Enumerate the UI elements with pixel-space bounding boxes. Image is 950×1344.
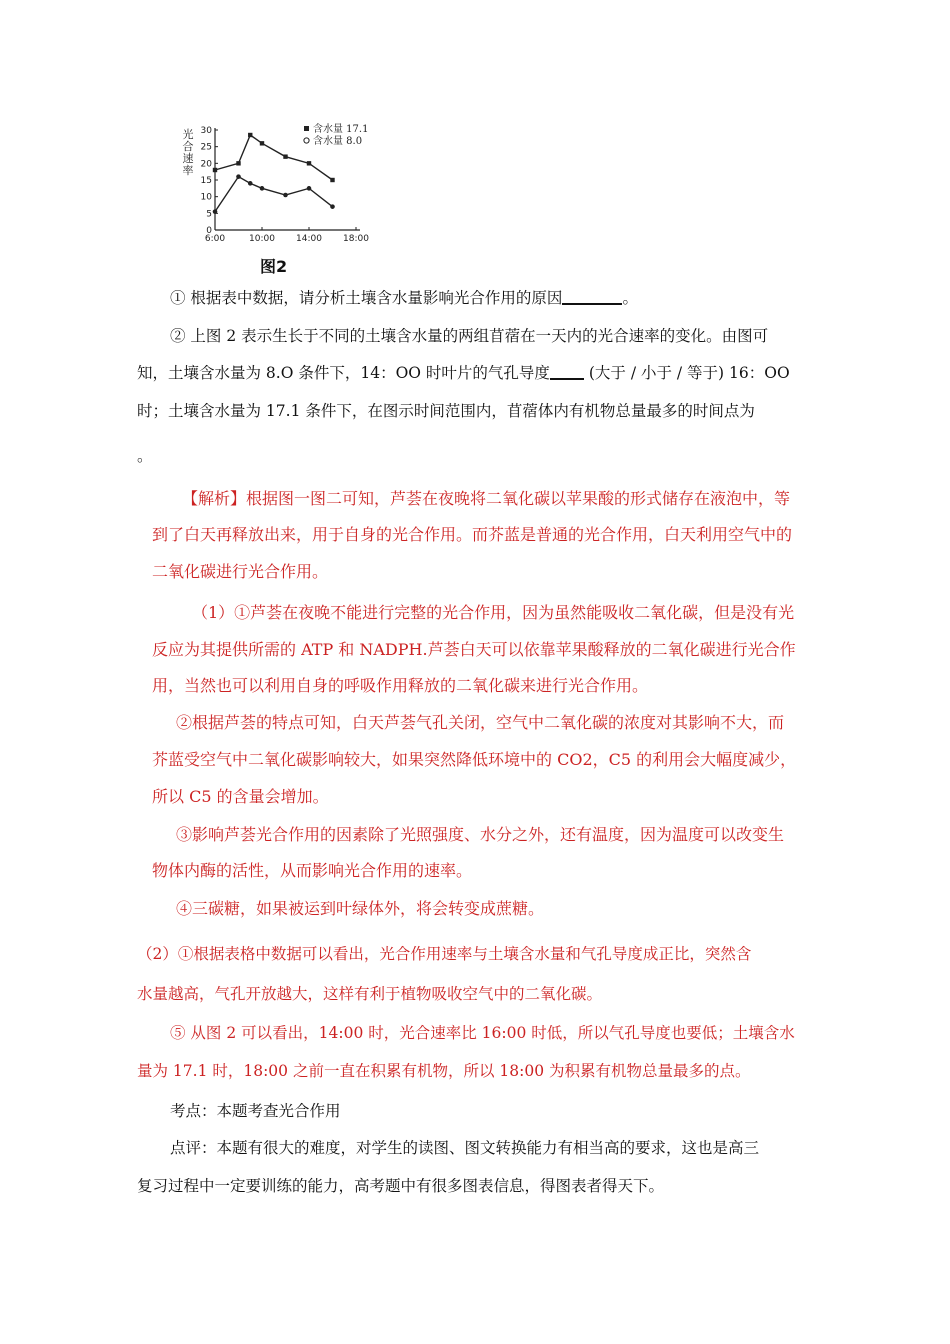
question-2-text-a: 知，土壤含水量为 8.O 条件下，14：OO 时叶片的气孔导度: [137, 364, 550, 382]
analysis-p1-line-3: 二氧化碳进行光合作用。: [152, 562, 329, 581]
data-point-square: [330, 178, 334, 182]
y-tick-label: 0: [206, 226, 212, 236]
y-tick-label: 5: [206, 209, 212, 220]
question-1-end: 。: [622, 289, 638, 307]
data-point-circle: [330, 204, 335, 209]
question-1: [137, 280, 817, 316]
analysis-p5-line-1: ④三碳糖，如果被运到叶绿体外，将会转变成蔗糖。: [176, 899, 545, 918]
legend-label: 含水量 17.1: [313, 124, 369, 135]
analysis-p7-line-1: ⑤ 从图 2 可以看出，14:00 时，光合速率比 16:00 时低，所以气孔导度也要低；土壤含水: [170, 1024, 795, 1042]
data-point-square: [283, 154, 287, 158]
x-tick-label: 6:00: [204, 234, 226, 244]
y-tick-label: 10: [200, 192, 212, 203]
y-axis-label-char: 合: [182, 140, 194, 153]
question-1-text: ① 根据表中数据，请分析土壤含水量影响光合作用的原因: [170, 289, 563, 307]
analysis-p4-line-1: ③影响芦荟光合作用的因素除了光照强度、水分之外，还有温度，因为温度可以改变生: [176, 825, 785, 844]
kaodian: 考点：本题考查光合作用: [170, 1102, 341, 1120]
legend-marker-circle: [304, 138, 309, 143]
y-axis-label-char: 率: [182, 164, 194, 177]
analysis-p6-line-1: （2）①根据表格中数据可以看出，光合作用速率与土壤含水量和气孔导度成正比，突然含: [137, 945, 752, 963]
dianping-line-1: 点评：本题有很大的难度，对学生的读图、图文转换能力有相当高的要求，这也是高三: [170, 1139, 760, 1157]
y-tick-label: 25: [200, 142, 212, 153]
y-axis-label-char: 速: [182, 152, 194, 165]
data-point-square: [248, 133, 252, 137]
chart-legend: [304, 122, 369, 147]
y-tick-label: 15: [200, 176, 212, 186]
data-point-square: [307, 161, 311, 165]
data-point-square: [213, 168, 217, 172]
analysis-p2-line-3: 用，当然也可以利用自身的呼吸作用释放的二氧化碳来进行光合作用。: [152, 676, 649, 695]
data-point-square: [260, 141, 264, 145]
legend-marker-square: [304, 126, 309, 131]
dianping-line-2: 复习过程中一定要训练的能力，高考题中有很多图表信息，得图表者得天下。: [137, 1177, 665, 1195]
question-2-line-4: 。: [137, 447, 153, 465]
question-2-line-3: 时；土壤含水量为 17.1 条件下，在图示时间范围内，苜蓿体内有机物总量最多的时间点为: [137, 402, 755, 420]
series-line: [215, 177, 333, 212]
y-tick-label: 20: [200, 159, 212, 170]
data-point-circle: [236, 174, 241, 179]
analysis-p1-line-2: 到了白天再释放出来，用于自身的光合作用。而芥蓝是普通的光合作用，白天利用空气中的: [152, 525, 793, 544]
y-tick-label: 30: [200, 126, 212, 136]
question-2-line-2: [137, 355, 817, 391]
answer-blank[interactable]: [562, 285, 622, 305]
x-tick-label: 14:00: [296, 234, 322, 244]
figure-caption: 图2: [260, 257, 288, 276]
data-point-circle: [260, 186, 265, 191]
analysis-p2-line-1: （1）①芦荟在夜晚不能进行完整的光合作用，因为虽然能吸收二氧化碳，但是没有光: [192, 603, 795, 622]
legend-label: 含水量 8.0: [313, 136, 363, 147]
answer-blank[interactable]: [550, 360, 584, 380]
analysis-p3-line-1: ②根据芦荟的特点可知，白天芦荟气孔关闭，空气中二氧化碳的浓度对其影响不大，而: [176, 713, 785, 732]
data-point-square: [236, 161, 240, 165]
analysis-p7-line-2: 量为 17.1 时，18:00 之前一直在积累有机物，所以 18:00 为积累有机物总量最多的点。: [137, 1062, 751, 1080]
data-point-circle: [213, 209, 218, 214]
data-point-circle: [283, 193, 288, 198]
analysis-p4-line-2: 物体内酶的活性，从而影响光合作用的速率。: [152, 861, 473, 880]
analysis-p6-line-2: 水量越高，气孔开放越大，这样有利于植物吸收空气中的二氧化碳。: [137, 985, 603, 1003]
data-point-circle: [248, 181, 253, 186]
analysis-p1-line-1: 【解析】根据图一图二可知，芦荟在夜晚将二氧化碳以苹果酸的形式储存在液泡中，等: [182, 489, 791, 508]
x-tick-label: 18:00: [343, 234, 369, 244]
analysis-p3-line-2: 芥蓝受空气中二氧化碳影响较大，如果突然降低环境中的 CO2，C5 的利用会大幅度减少，: [152, 750, 797, 769]
x-tick-label: 10:00: [249, 234, 275, 244]
analysis-p2-line-2: 反应为其提供所需的 ATP 和 NADPH.芦荟白天可以依靠苹果酸释放的二氧化碳进行光合作: [152, 640, 796, 659]
question-2-text-b: (大于 / 小于 / 等于) 16：OO: [588, 364, 790, 382]
analysis-p3-line-3: 所以 C5 的含量会增加。: [152, 787, 329, 806]
question-2-line-1: ② 上图 2 表示生长于不同的土壤含水量的两组苜蓿在一天内的光合速率的变化。由图可: [170, 327, 769, 345]
y-axis-label-char: 光: [182, 128, 194, 141]
data-point-circle: [307, 186, 312, 191]
